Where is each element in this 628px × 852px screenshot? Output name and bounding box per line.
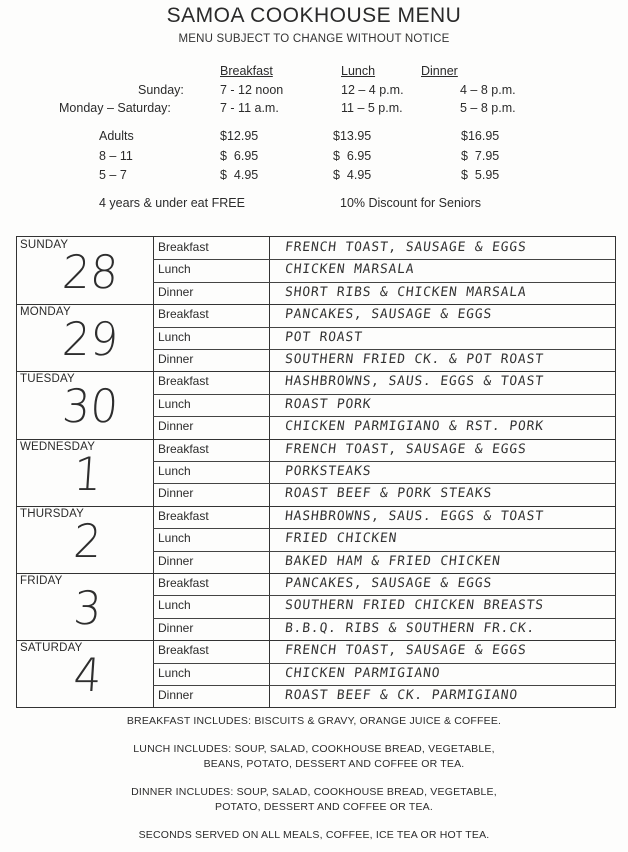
seconds-note: SECONDS SERVED ON ALL MEALS, COFFEE, ICE TEA OR HOT TEA. (138, 829, 490, 841)
day-divider (17, 439, 615, 440)
price-lunch: $ 6.95 (333, 149, 372, 163)
meal-dish: SHORT RIBS & CHICKEN MARSALA (284, 284, 528, 300)
meal-dish: POT ROAST (284, 329, 364, 345)
discount-note: 10% Discount for Seniors (340, 196, 482, 210)
meal-dish: HASHBROWNS, SAUS. EGGS & TOAST (284, 374, 545, 390)
meal-label: Breakfast (158, 240, 209, 254)
meal-label: Lunch (158, 464, 191, 478)
price-breakfast: $ 6.95 (220, 149, 259, 163)
meal-dish: ROAST BEEF & CK. PARMIGIANO (284, 688, 519, 703)
day-divider (17, 573, 615, 574)
col-header-breakfast: Breakfast (220, 64, 273, 78)
meal-label: Lunch (158, 598, 191, 613)
day-number: 30 (60, 379, 120, 434)
meal-label: Lunch (158, 396, 191, 411)
hours-lunch: 12 – 4 p.m. (341, 83, 404, 97)
lunch-includes-line-2: BEANS, POTATO, DESSERT AND COFFEE OR TEA. (203, 758, 465, 770)
price-dinner: $ 7.95 (461, 149, 500, 163)
meal-label: Lunch (158, 329, 191, 344)
meal-label: Dinner (158, 486, 194, 501)
day-divider (17, 506, 615, 507)
meal-dish: CHICKEN PARMIGIANO & RST. PORK (284, 419, 545, 435)
meal-divider (153, 618, 615, 619)
hours-lunch: 11 – 5 p.m. (341, 101, 403, 115)
price-row-label: 8 – 11 (99, 149, 133, 163)
weekly-menu-grid (16, 236, 616, 708)
menu-title: SAMOA COOKHOUSE MENU (166, 4, 462, 27)
price-row-label: 5 – 7 (99, 168, 127, 182)
price-dinner: $16.95 (461, 129, 500, 143)
meal-dish: SOUTHERN FRIED CHICKEN BREASTS (284, 598, 545, 614)
lunch-includes-line-1: LUNCH INCLUDES: SOUP, SALAD, COOKHOUSE BREAD, VEGETABLE, (133, 743, 495, 755)
price-lunch: $ 4.95 (333, 168, 372, 182)
meal-divider (153, 259, 615, 260)
menu-subtitle: MENU SUBJECT TO CHANGE WITHOUT NOTICE (178, 33, 450, 45)
meal-label: Lunch (158, 262, 191, 277)
day-name: WEDNESDAY (20, 440, 96, 453)
day-number: 3 (71, 581, 104, 635)
meal-divider (153, 595, 615, 596)
col-header-dinner: Dinner (421, 64, 458, 78)
hours-breakfast: 7 - 12 noon (220, 83, 284, 97)
breakfast-includes: BREAKFAST INCLUDES: BISCUITS & GRAVY, ORANGE JUICE & COFFEE. (126, 715, 502, 727)
meal-label: Dinner (158, 553, 194, 568)
meal-divider (153, 394, 615, 395)
meal-label: Lunch (158, 531, 191, 546)
hours-row-label: Monday – Saturday: (59, 101, 171, 115)
meal-label: Dinner (158, 620, 194, 635)
meal-divider (153, 663, 615, 664)
meal-divider (153, 416, 615, 417)
meal-label: Dinner (158, 419, 194, 434)
day-divider (17, 371, 615, 372)
meal-divider (153, 282, 615, 283)
meal-dish: BAKED HAM & FRIED CHICKEN (284, 553, 502, 569)
meal-dish: SOUTHERN FRIED CK. & POT ROAST (284, 352, 545, 367)
day-divider (17, 304, 615, 305)
meal-divider (153, 483, 615, 484)
day-name: THURSDAY (20, 507, 85, 520)
meal-label: Lunch (158, 665, 191, 680)
meal-label: Dinner (158, 688, 194, 702)
meal-divider (153, 327, 615, 328)
dinner-includes-line-1: DINNER INCLUDES: SOUP, SALAD, COOKHOUSE BREAD, VEGETABLE, (131, 786, 497, 798)
meal-label: Breakfast (158, 508, 209, 523)
day-name: TUESDAY (20, 373, 75, 386)
meal-divider (153, 528, 615, 529)
meal-label: Breakfast (158, 576, 209, 590)
meal-dish: PANCAKES, SAUSAGE & EGGS (284, 307, 493, 323)
day-name: SATURDAY (20, 642, 83, 655)
hours-row-label: Sunday: (138, 83, 184, 97)
meal-label: Breakfast (158, 307, 209, 322)
hours-dinner: 5 – 8 p.m. (460, 101, 516, 115)
meal-divider (153, 349, 615, 350)
hours-breakfast: 7 - 11 a.m. (220, 101, 279, 115)
meal-dish: FRENCH TOAST, SAUSAGE & EGGS (284, 441, 528, 457)
meal-dish: FRENCH TOAST, SAUSAGE & EGGS (284, 643, 528, 659)
meal-divider (153, 551, 615, 552)
price-lunch: $13.95 (333, 129, 372, 143)
price-breakfast: $12.95 (220, 129, 259, 143)
price-row-label: Adults (99, 129, 134, 143)
price-dinner: $ 5.95 (461, 168, 500, 182)
meal-label: Dinner (158, 284, 194, 299)
meal-label: Breakfast (158, 643, 209, 658)
day-name: FRIDAY (20, 575, 63, 587)
meal-dish: ROAST BEEF & PORK STEAKS (284, 486, 493, 502)
meal-dish: PORKSTEAKS (284, 464, 373, 479)
meal-dish: ROAST PORK (284, 396, 373, 412)
meal-label: Breakfast (158, 374, 209, 389)
meal-divider (153, 685, 615, 686)
meal-dish: PANCAKES, SAUSAGE & EGGS (284, 576, 493, 591)
column-divider (153, 237, 154, 707)
meal-dish: HASHBROWNS, SAUS. EGGS & TOAST (284, 508, 545, 524)
day-divider (17, 640, 615, 641)
free-note: 4 years & under eat FREE (99, 196, 245, 210)
meal-dish: FRIED CHICKEN (284, 531, 398, 547)
day-number: 28 (60, 245, 120, 299)
meal-label: Breakfast (158, 441, 209, 456)
day-number: 2 (71, 513, 104, 568)
meal-dish: CHICKEN PARMIGIANO (284, 665, 442, 681)
dinner-includes-line-2: POTATO, DESSERT AND COFFEE OR TEA. (214, 801, 433, 813)
column-divider (269, 237, 270, 707)
day-name: MONDAY (20, 306, 71, 319)
col-header-lunch: Lunch (341, 64, 376, 78)
day-number: 29 (60, 312, 120, 367)
day-number: 4 (71, 648, 104, 703)
hours-dinner: 4 – 8 p.m. (460, 83, 516, 97)
meal-divider (153, 461, 615, 462)
day-name: SUNDAY (20, 239, 69, 251)
meal-dish: B.B.Q. RIBS & SOUTHERN FR.CK. (284, 620, 536, 636)
meal-dish: CHICKEN MARSALA (284, 262, 416, 278)
meal-label: Dinner (158, 352, 194, 366)
meal-dish: FRENCH TOAST, SAUSAGE & EGGS (284, 240, 528, 255)
day-number: 1 (71, 446, 104, 501)
price-breakfast: $ 4.95 (220, 168, 259, 182)
